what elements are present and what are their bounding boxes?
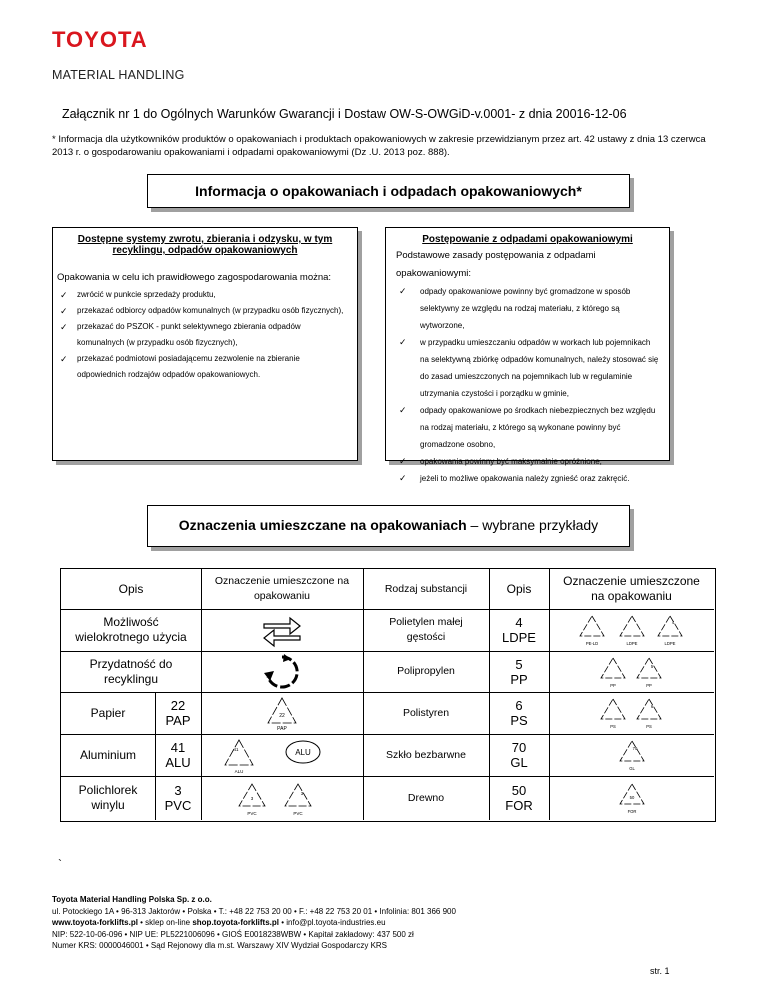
svg-text:ALU: ALU	[295, 748, 311, 757]
ldpe-code: 4 LDPE	[502, 615, 536, 645]
footer-web-sep: • sklep on-line	[137, 918, 193, 927]
svg-text:22: 22	[279, 713, 285, 719]
footer-web	[52, 917, 456, 929]
ldpe-recycle-icon	[549, 609, 714, 651]
svg-text:LDPE: LDPE	[626, 641, 637, 646]
ldpe-substance: Polietylen małej gęstości	[389, 616, 463, 643]
markings-title-bold: Oznaczenia umieszczane na opakowaniach	[178, 517, 467, 533]
row-reuse-label: Możliwość wielokrotnego użycia	[75, 615, 187, 644]
alu-recycle-icon	[201, 734, 363, 776]
svg-text:PP: PP	[645, 682, 652, 688]
svg-text:GL: GL	[628, 766, 635, 771]
panel-intro: Podstawowe zasady postępowania z odpadami opakowaniowymi:	[396, 250, 596, 279]
brand-subtitle: MATERIAL HANDLING	[52, 68, 185, 82]
footer-email[interactable]: • info@pl.toyota-industries.eu	[279, 918, 386, 927]
svg-text:PVC: PVC	[293, 811, 303, 816]
gl-code: 70 GL	[510, 740, 528, 770]
page-number: str. 1	[650, 966, 670, 976]
svg-text:LDPE: LDPE	[664, 641, 675, 646]
section-title-box	[147, 174, 630, 208]
legal-note: * Informacja dla użytkowników produktów o opakowaniach i produktach opakowaniowych w zakresie przewidzianym przez art. 42 ustawy z dnia 13 czerwca 2013 r. o gospodarowaniu opakowaniami i odpadami opakowaniowymi (Dz .U. 2013 poz. 888).	[52, 134, 706, 158]
ps-recycle-icon	[549, 692, 714, 734]
for-code: 50 FOR	[505, 783, 533, 813]
footer	[52, 894, 456, 952]
pp-code: 5 PP	[510, 656, 528, 687]
toyota-logo: TOYOTA	[52, 27, 148, 52]
svg-text:FOR: FOR	[627, 809, 636, 814]
pap-recycle-icon	[201, 692, 363, 734]
aluminium-code: 41 ALU	[165, 740, 191, 770]
svg-text:5: 5	[650, 663, 653, 669]
svg-text:4: 4	[671, 620, 674, 625]
svg-text:70: 70	[632, 746, 637, 751]
svg-text:3: 3	[300, 791, 304, 796]
markings-table	[60, 568, 716, 822]
list-item: ✓ opakowania powinny być maksymalnie opróżnione,	[396, 453, 661, 470]
header-marking: Oznaczenie umieszczone na opakowaniu	[214, 575, 350, 602]
recycle-loop-icon	[201, 651, 363, 692]
markings-title-rest: – wybrane przykłady	[466, 517, 599, 533]
list-item: ✓ odpady opakowaniowe po środkach niebezpiecznych bez względu na rodzaj materiału, z którego są wykonane powinny być gromadzone osobno,	[396, 402, 661, 453]
panel-title: Dostępne systemy zwrotu, zbierania i odzysku, w tym recyklingu, odpadów opakowaniowych	[77, 234, 333, 256]
list-item: ✓ przekazać do PSZOK - punkt selektywnego zbierania odpadów komunalnych (w przypadku osób fizycznych),	[57, 319, 347, 351]
header-opis-2: Opis	[506, 581, 532, 596]
row-recycle-label: Przydatność do recyklingu	[89, 656, 173, 686]
footer-website-link[interactable]: www.toyota-forklifts.pl	[52, 918, 138, 927]
ps-substance: Polistyren	[402, 706, 450, 719]
list-item: ✓ przekazać odbiorcy odpadów komunalnych (w przypadku osób fizycznych),	[57, 303, 347, 319]
footer-krs: Numer KRS: 0000046001 • Sąd Rejonowy dla m.st. Warszawy XIV Wydział Gospodarczy KRS	[52, 941, 388, 950]
header-opis: Opis	[118, 581, 144, 596]
svg-text:PAP: PAP	[277, 726, 287, 732]
row-paper-label: Papier	[90, 705, 126, 720]
list-item: ✓ w przypadku umieszczaniu odpadów w workach lub pojemnikach na selektywną zbiórkę odpadów komunalnych, należy stosować się do zasad umieszczonych na pojemnikach lub w regulaminie utrzymania czystości i porządku w gminie,	[396, 334, 661, 402]
handling-rules-list	[396, 283, 661, 487]
ps-code: 6 PS	[510, 698, 528, 728]
pvc-recycle-icon	[201, 776, 363, 820]
reuse-icon	[201, 609, 363, 651]
svg-text:ALU: ALU	[234, 769, 244, 774]
row-pvc-label: Polichlorek winylu	[78, 783, 138, 812]
gl-recycle-icon	[549, 734, 714, 776]
panel-title: Postępowanie z odpadami opakowaniowymi	[422, 234, 633, 245]
list-item: ✓ zwrócić w punkcie sprzedaży produktu,	[57, 287, 347, 303]
header-substance: Rodzaj substancji	[384, 582, 468, 595]
footer-address: ul. Potockiego 1A • 96-313 Jaktorów • Polska • T.: +48 22 753 20 00 • F.: +48 22 753 20 01 • Infolinia: 801 366 900	[52, 906, 456, 916]
svg-text:PVC: PVC	[247, 811, 257, 816]
pp-recycle-icon	[549, 651, 714, 692]
svg-text:41: 41	[233, 747, 239, 752]
return-options-list	[57, 287, 347, 383]
pvc-code: 3 PVC	[164, 783, 192, 813]
gl-substance: Szkło bezbarwne	[386, 748, 466, 761]
header-marking-2: Oznaczenie umieszczone na opakowaniu	[563, 574, 700, 603]
svg-text:50: 50	[629, 795, 634, 800]
panel-intro: Opakowania w celu ich prawidłowego zagospodarowania można:	[57, 272, 332, 283]
return-systems-panel	[52, 227, 358, 461]
paper-code: 22 PAP	[165, 698, 191, 728]
list-item: ✓ odpady opakowaniowe powinny być gromadzone w sposób selektywny ze względu na rodzaj materiału, z którego są wytworzone,	[396, 283, 661, 334]
svg-text:PS: PS	[645, 724, 652, 729]
svg-text:3: 3	[250, 796, 254, 801]
pp-substance: Polipropylen	[397, 665, 455, 677]
row-aluminium-label: Aluminium	[79, 747, 136, 762]
footer-tax: NIP: 522-10-06-096 • NIP UE: PL5221006096 • GIOŚ E0018238WBW • Kapitał zakładowy: 437 500 zł	[52, 929, 414, 939]
waste-handling-panel	[385, 227, 670, 483]
stray-mark: `	[58, 857, 62, 871]
list-item: ✓ przekazać podmiotowi posiadającemu zezwolenie na zbieranie odpowiednich rodzajów odpadów opakowaniowych.	[57, 351, 347, 383]
footer-shop-link[interactable]: shop.toyota-forklifts.pl	[192, 918, 279, 927]
svg-text:PE-LD: PE-LD	[585, 641, 598, 646]
section-title: Informacja o opakowaniach i odpadach opakowaniowych*	[195, 183, 582, 199]
markings-title-box	[147, 505, 630, 547]
svg-text:6: 6	[650, 704, 653, 709]
for-recycle-icon	[549, 776, 714, 820]
svg-text:PS: PS	[609, 724, 616, 729]
markings-title	[148, 517, 629, 533]
attachment-title: Załącznik nr 1 do Ogólnych Warunków Gwarancji i Dostaw OW-S-OWGiD-v.0001- z dnia 20016-12-06	[62, 107, 627, 121]
list-item: ✓ jeżeli to możliwe opakowania należy zgnieść oraz zakręcić.	[396, 470, 661, 487]
svg-text:PP: PP	[609, 682, 616, 688]
for-substance: Drewno	[407, 791, 445, 804]
footer-company: Toyota Material Handling Polska Sp. z o.o.	[52, 895, 212, 904]
